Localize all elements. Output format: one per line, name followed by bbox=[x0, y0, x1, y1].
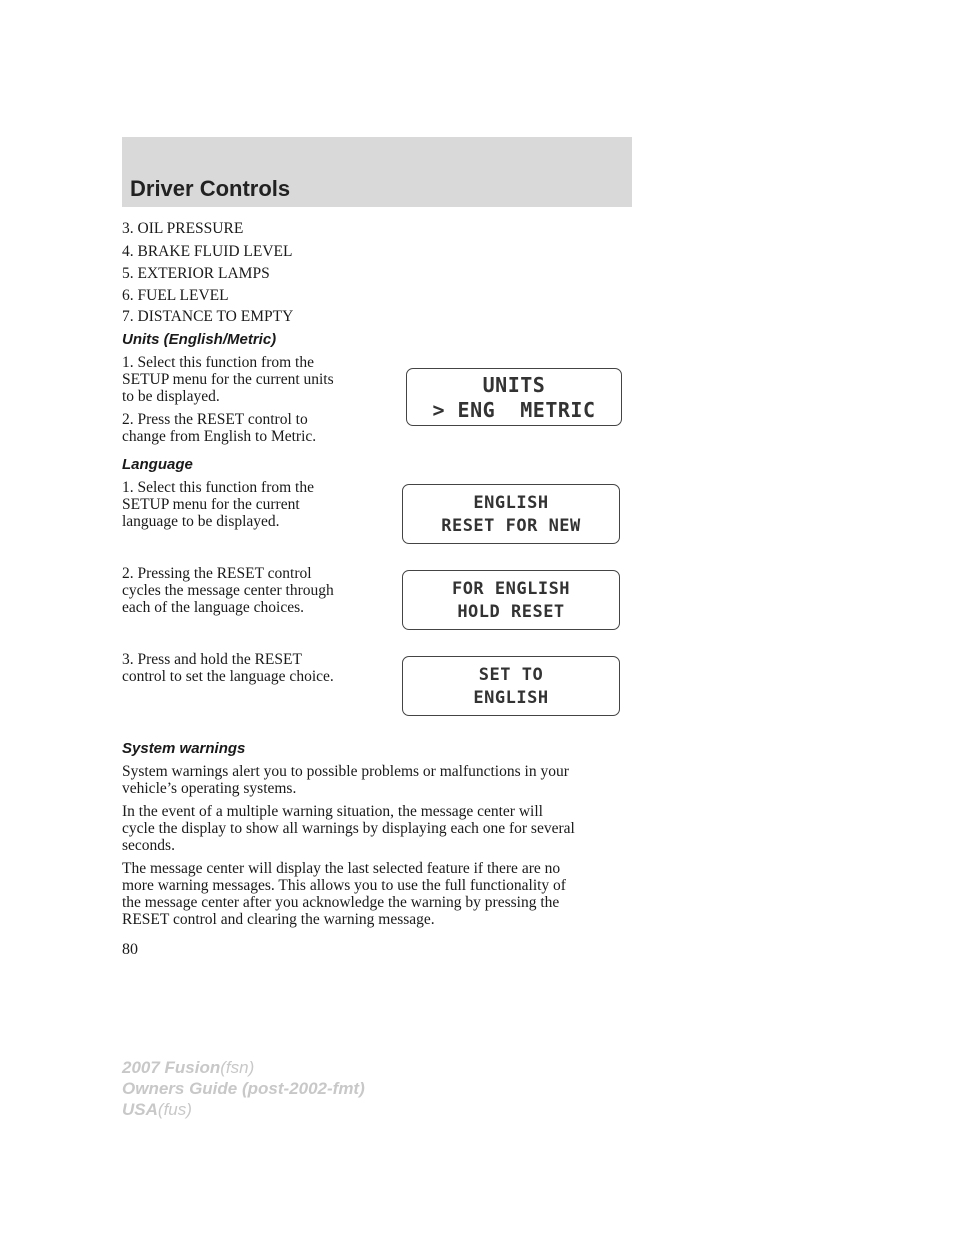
display-line: HOLD RESET bbox=[457, 602, 565, 622]
language-step-3-line: control to set the language choice. bbox=[122, 668, 334, 685]
list-item: 3. OIL PRESSURE bbox=[122, 220, 244, 237]
language-step-1-line: language to be displayed. bbox=[122, 513, 280, 530]
language-heading: Language bbox=[122, 456, 193, 473]
display-line: FOR ENGLISH bbox=[451, 579, 571, 599]
warnings-paragraph-line: RESET control and clearing the warning message. bbox=[122, 911, 435, 928]
warnings-paragraph-line: more warning messages. This allows you to use the full functionality of bbox=[122, 877, 566, 894]
warnings-paragraph-line: System warnings alert you to possible problems or malfunctions in your bbox=[122, 763, 569, 780]
units-step-1-line: to be displayed. bbox=[122, 388, 220, 405]
warnings-paragraph-line: The message center will display the last selected feature if there are no bbox=[122, 860, 561, 877]
section-title: Driver Controls bbox=[130, 176, 291, 201]
display-line: ENGLISH bbox=[473, 688, 549, 708]
language-step-2-line: each of the language choices. bbox=[122, 599, 305, 616]
footer-model-code: (fsn) bbox=[220, 1058, 255, 1077]
display-line: ENGLISH bbox=[473, 493, 549, 513]
language-display-english bbox=[402, 484, 620, 544]
list-item: 5. EXTERIOR LAMPS bbox=[122, 265, 270, 282]
display-line: SET TO bbox=[478, 665, 544, 685]
language-step-3-line: 3. Press and hold the RESET bbox=[122, 651, 302, 668]
units-step-1-line: SETUP menu for the current units bbox=[122, 371, 334, 388]
language-step-2-line: cycles the message center through bbox=[122, 582, 334, 599]
list-item: 7. DISTANCE TO EMPTY bbox=[122, 308, 294, 325]
language-step-1-line: SETUP menu for the current bbox=[122, 496, 300, 513]
warnings-paragraph-line: vehicle’s operating systems. bbox=[122, 780, 297, 797]
footer-market: USA bbox=[122, 1100, 158, 1119]
list-item: 4. BRAKE FLUID LEVEL bbox=[122, 243, 293, 260]
units-heading: Units (English/Metric) bbox=[122, 331, 277, 348]
warnings-heading: System warnings bbox=[122, 740, 246, 757]
language-step-2-line: 2. Pressing the RESET control bbox=[122, 565, 312, 582]
footer-line-3 bbox=[122, 1100, 192, 1120]
page-number: 80 bbox=[122, 941, 138, 958]
warnings-paragraph-line: In the event of a multiple warning situation, the message center will bbox=[122, 803, 543, 820]
units-step-2-line: 2. Press the RESET control to bbox=[122, 411, 308, 428]
units-step-2-line: change from English to Metric. bbox=[122, 428, 317, 445]
units-display bbox=[406, 368, 622, 426]
units-step-1-line: 1. Select this function from the bbox=[122, 354, 314, 371]
list-item: 6. FUEL LEVEL bbox=[122, 287, 229, 304]
warnings-paragraph-line: cycle the display to show all warnings by displaying each one for several bbox=[122, 820, 575, 837]
footer-guide: Owners Guide (post-2002-fmt) bbox=[122, 1079, 365, 1098]
footer-line-1 bbox=[122, 1058, 254, 1078]
warnings-paragraph-line: seconds. bbox=[122, 837, 175, 854]
footer-line-2 bbox=[122, 1079, 365, 1099]
footer-market-code: (fus) bbox=[157, 1100, 192, 1119]
language-display-set bbox=[402, 656, 620, 716]
language-display-hold-reset bbox=[402, 570, 620, 630]
display-line: RESET FOR NEW bbox=[441, 516, 581, 536]
language-step-1-line: 1. Select this function from the bbox=[122, 479, 314, 496]
warnings-paragraph-line: the message center after you acknowledge the warning by pressing the bbox=[122, 894, 560, 911]
display-line: UNITS bbox=[482, 373, 546, 397]
footer-model: 2007 Fusion bbox=[122, 1058, 221, 1077]
display-line: > ENG METRIC bbox=[432, 398, 596, 422]
